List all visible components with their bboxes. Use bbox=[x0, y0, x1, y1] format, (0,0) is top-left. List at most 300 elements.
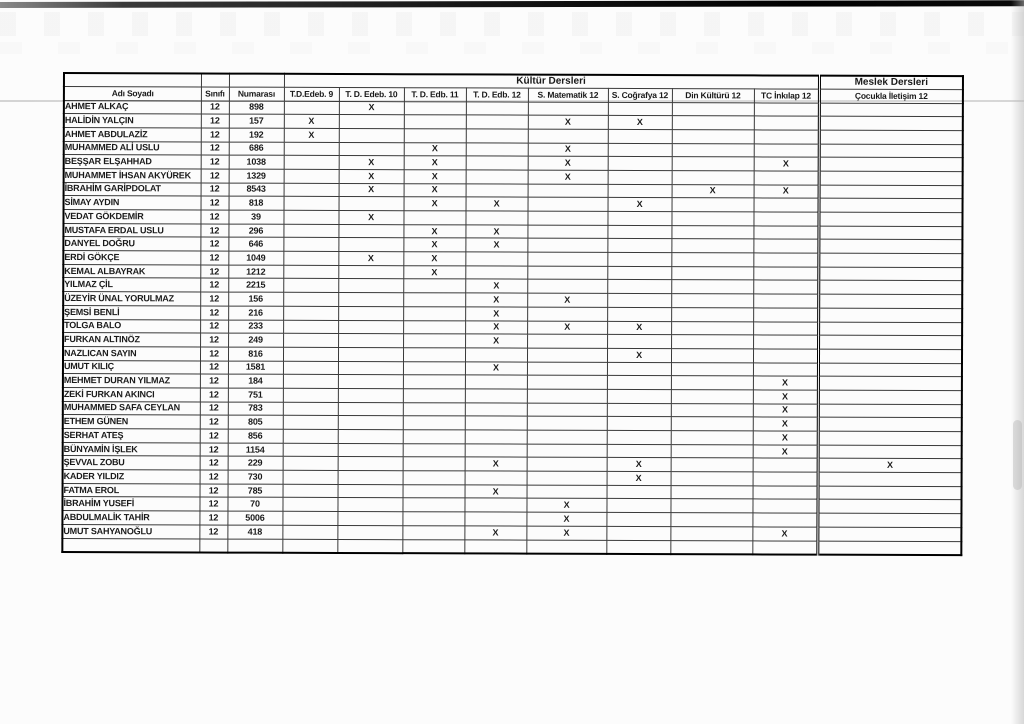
mark-cell: X bbox=[526, 499, 606, 513]
number-cell: 1581 bbox=[228, 361, 283, 375]
mark-cell: X bbox=[284, 114, 339, 128]
number-cell: 39 bbox=[228, 210, 283, 224]
scan-perforation-shadow bbox=[0, 42, 1024, 54]
mark-cell: X bbox=[338, 252, 403, 266]
mark-cell bbox=[403, 375, 465, 389]
number-cell: 5006 bbox=[227, 511, 282, 525]
mark-cell bbox=[671, 280, 753, 294]
number-cell: 1329 bbox=[229, 169, 284, 183]
mark-cell bbox=[818, 322, 962, 336]
number-cell: 70 bbox=[227, 498, 282, 512]
student-name-cell: UMUT KILIÇ bbox=[63, 360, 200, 374]
class-cell: 12 bbox=[200, 415, 228, 429]
mark-cell bbox=[404, 129, 466, 143]
mark-cell bbox=[283, 402, 338, 416]
mark-cell bbox=[607, 335, 671, 349]
number-cell: 730 bbox=[228, 470, 283, 484]
mark-cell bbox=[607, 252, 671, 266]
column-header-td-edb-12: T. D. Edb. 12 bbox=[466, 87, 528, 101]
mark-cell: X bbox=[608, 198, 672, 212]
mark-cell bbox=[404, 101, 466, 115]
number-cell: 216 bbox=[228, 306, 283, 320]
mark-cell bbox=[527, 348, 607, 362]
number-cell: 249 bbox=[228, 333, 283, 347]
mark-cell bbox=[403, 348, 465, 362]
student-name-cell: MUSTAFA ERDAL USLU bbox=[63, 223, 200, 237]
mark-cell bbox=[526, 540, 606, 554]
column-header-cocukla-iletisim-12: Çocukla İletişim 12 bbox=[819, 89, 963, 104]
mark-cell bbox=[818, 376, 962, 390]
mark-cell bbox=[671, 362, 753, 376]
number-cell: 229 bbox=[228, 456, 283, 470]
mark-cell: X bbox=[404, 183, 466, 197]
mark-cell: X bbox=[608, 116, 672, 130]
mark-cell bbox=[283, 279, 338, 293]
mark-cell bbox=[466, 184, 528, 198]
mark-cell bbox=[607, 307, 671, 321]
mark-cell bbox=[671, 417, 753, 431]
number-cell: 1049 bbox=[228, 251, 283, 265]
class-cell: 12 bbox=[200, 470, 228, 484]
mark-cell: X bbox=[607, 321, 671, 335]
mark-cell bbox=[466, 129, 528, 143]
mark-cell bbox=[819, 226, 963, 240]
mark-cell bbox=[527, 280, 607, 294]
mark-cell: X bbox=[607, 458, 671, 472]
student-name-cell: MUHAMMED ALİ USLU bbox=[64, 141, 201, 155]
student-name-cell: BEŞŞAR ELŞAHHAD bbox=[64, 155, 201, 169]
mark-cell bbox=[527, 389, 607, 403]
student-name-cell: İBRAHİM YUSEFİ bbox=[62, 497, 199, 511]
mark-cell bbox=[338, 279, 403, 293]
number-cell: 1212 bbox=[228, 265, 283, 279]
mark-cell bbox=[402, 512, 464, 526]
scan-edge-bar bbox=[0, 0, 1024, 8]
student-name-cell bbox=[62, 538, 199, 552]
column-header-s-matematik-12: S. Matematik 12 bbox=[528, 88, 608, 102]
student-name-cell: UMUT SAHYANOĞLU bbox=[62, 524, 199, 538]
mark-cell bbox=[606, 526, 670, 540]
mark-cell bbox=[465, 252, 527, 266]
mark-cell bbox=[753, 280, 818, 294]
mark-cell bbox=[818, 404, 962, 418]
mark-cell bbox=[339, 142, 404, 156]
column-header-numarasi: Numarası bbox=[229, 87, 284, 101]
number-cell: 233 bbox=[228, 320, 283, 334]
student-name-cell: MEHMET DURAN YILMAZ bbox=[63, 374, 200, 388]
mark-cell bbox=[671, 225, 753, 239]
class-cell: 12 bbox=[200, 292, 228, 306]
student-name-cell: FURKAN ALTINÖZ bbox=[63, 333, 200, 347]
number-cell: 1154 bbox=[228, 443, 283, 457]
student-name-cell: MUHAMMED SAFA CEYLAN bbox=[63, 401, 200, 415]
student-name-cell: ŞEMSİ BENLİ bbox=[63, 305, 200, 319]
mark-cell bbox=[819, 185, 963, 199]
mark-cell bbox=[754, 171, 819, 185]
mark-cell bbox=[403, 293, 465, 307]
mark-cell bbox=[818, 390, 962, 404]
mark-cell bbox=[608, 170, 672, 184]
mark-cell: X bbox=[284, 128, 339, 142]
mark-cell bbox=[283, 484, 338, 498]
student-name-cell: KEMAL ALBAYRAK bbox=[63, 264, 200, 278]
mark-cell bbox=[527, 238, 607, 252]
student-name-cell: BÜNYAMİN İŞLEK bbox=[63, 442, 200, 456]
column-header-din-kulturu-12: Din Kültürü 12 bbox=[672, 88, 754, 102]
mark-cell bbox=[465, 430, 527, 444]
mark-cell bbox=[403, 334, 465, 348]
student-name-cell: VEDAT GÖKDEMİR bbox=[63, 210, 200, 224]
class-cell: 12 bbox=[201, 114, 229, 128]
mark-cell bbox=[466, 142, 528, 156]
mark-cell bbox=[282, 539, 337, 553]
class-cell: 12 bbox=[200, 456, 228, 470]
scan-right-shading bbox=[1011, 0, 1024, 724]
student-name-cell: YILMAZ ÇİL bbox=[63, 278, 200, 292]
class-cell: 12 bbox=[200, 388, 228, 402]
number-cell: 1038 bbox=[229, 155, 284, 169]
mark-cell: X bbox=[754, 157, 819, 171]
number-cell: 192 bbox=[229, 128, 284, 142]
mark-cell bbox=[403, 279, 465, 293]
mark-cell bbox=[338, 361, 403, 375]
class-cell: 12 bbox=[200, 265, 228, 279]
mark-cell bbox=[607, 376, 671, 390]
mark-cell bbox=[671, 444, 753, 458]
mark-cell bbox=[403, 320, 465, 334]
mark-cell bbox=[670, 513, 752, 527]
mark-cell: X bbox=[339, 169, 404, 183]
mark-cell bbox=[284, 142, 339, 156]
mark-cell bbox=[464, 539, 526, 553]
student-name-cell: ŞEVVAL ZOBU bbox=[63, 456, 200, 470]
class-cell: 12 bbox=[200, 484, 228, 498]
mark-cell bbox=[337, 498, 402, 512]
column-header-td-edeb-10: T. D. Edeb. 10 bbox=[339, 87, 404, 101]
student-name-cell: SERHAT ATEŞ bbox=[63, 429, 200, 443]
mark-cell bbox=[753, 321, 818, 335]
mark-cell bbox=[671, 335, 753, 349]
mark-cell bbox=[753, 239, 818, 253]
mark-cell bbox=[338, 238, 403, 252]
mark-cell bbox=[607, 444, 671, 458]
mark-cell bbox=[818, 431, 962, 445]
student-name-cell: HALİDİN YALÇIN bbox=[64, 114, 201, 128]
mark-cell bbox=[527, 362, 607, 376]
mark-cell bbox=[754, 116, 819, 130]
mark-cell bbox=[818, 308, 962, 322]
mark-cell: X bbox=[607, 471, 671, 485]
mark-cell bbox=[403, 457, 465, 471]
mark-cell bbox=[818, 513, 962, 527]
class-cell: 12 bbox=[201, 196, 229, 210]
scan-smudge bbox=[1013, 420, 1022, 490]
mark-cell bbox=[527, 252, 607, 266]
column-header-td-edb-11: T. D. Edb. 11 bbox=[404, 87, 466, 101]
class-cell: 12 bbox=[201, 100, 229, 114]
mark-cell: X bbox=[339, 183, 404, 197]
mark-cell bbox=[338, 429, 403, 443]
class-cell: 12 bbox=[200, 374, 228, 388]
class-cell: 12 bbox=[199, 497, 227, 511]
student-name-cell: TOLGA BALO bbox=[63, 319, 200, 333]
mark-cell bbox=[284, 197, 339, 211]
student-name-cell: ETHEM GÜNEN bbox=[63, 415, 200, 429]
mark-cell bbox=[819, 157, 963, 171]
mark-cell bbox=[465, 416, 527, 430]
class-cell: 12 bbox=[199, 525, 227, 539]
mark-cell bbox=[466, 101, 528, 115]
mark-cell bbox=[338, 375, 403, 389]
mark-cell bbox=[818, 294, 962, 308]
mark-cell bbox=[819, 144, 963, 158]
mark-cell bbox=[671, 403, 753, 417]
class-cell: 12 bbox=[200, 402, 228, 416]
mark-cell bbox=[283, 265, 338, 279]
mark-cell bbox=[753, 362, 818, 376]
mark-cell bbox=[606, 513, 670, 527]
class-cell: 12 bbox=[200, 429, 228, 443]
mark-cell bbox=[608, 184, 672, 198]
mark-cell bbox=[672, 143, 754, 157]
mark-cell bbox=[607, 485, 671, 499]
mark-cell bbox=[608, 157, 672, 171]
mark-cell bbox=[338, 471, 403, 485]
mark-cell bbox=[528, 129, 608, 143]
mark-cell bbox=[819, 103, 963, 117]
mark-cell: X bbox=[672, 184, 754, 198]
mark-cell bbox=[672, 102, 754, 116]
mark-cell bbox=[284, 101, 339, 115]
mark-cell: X bbox=[465, 307, 527, 321]
column-header-tc-inkilap-12: TC İnkılap 12 bbox=[754, 88, 819, 102]
mark-cell bbox=[337, 525, 402, 539]
class-cell: 12 bbox=[200, 347, 228, 361]
mark-cell bbox=[338, 402, 403, 416]
mark-cell bbox=[282, 498, 337, 512]
student-name-cell: SİMAY AYDIN bbox=[64, 196, 201, 210]
mark-cell bbox=[465, 389, 527, 403]
number-cell: 805 bbox=[228, 415, 283, 429]
mark-cell bbox=[466, 115, 528, 129]
mark-cell bbox=[282, 511, 337, 525]
mark-cell bbox=[283, 238, 338, 252]
mark-cell: X bbox=[465, 361, 527, 375]
header-group-meslek-dersleri: Meslek Dersleri bbox=[819, 76, 963, 90]
mark-cell bbox=[672, 157, 754, 171]
mark-cell bbox=[818, 253, 962, 267]
mark-cell bbox=[607, 362, 671, 376]
mark-cell bbox=[752, 513, 817, 527]
mark-cell bbox=[607, 280, 671, 294]
class-cell: 12 bbox=[201, 142, 229, 156]
mark-cell bbox=[753, 486, 818, 500]
student-table-body bbox=[62, 100, 963, 555]
class-cell: 12 bbox=[200, 333, 228, 347]
mark-cell bbox=[403, 361, 465, 375]
mark-cell bbox=[607, 239, 671, 253]
number-cell: 184 bbox=[228, 374, 283, 388]
class-cell: 12 bbox=[200, 319, 228, 333]
mark-cell bbox=[338, 224, 403, 238]
mark-cell bbox=[754, 130, 819, 144]
mark-cell: X bbox=[465, 279, 527, 293]
mark-cell bbox=[528, 102, 608, 116]
mark-cell bbox=[283, 210, 338, 224]
class-cell: 12 bbox=[200, 443, 228, 457]
mark-cell bbox=[819, 171, 963, 185]
mark-cell bbox=[465, 266, 527, 280]
mark-cell bbox=[338, 388, 403, 402]
mark-cell bbox=[465, 348, 527, 362]
student-name-cell: ÜZEYİR ÜNAL YORULMAZ bbox=[63, 292, 200, 306]
mark-cell bbox=[753, 226, 818, 240]
mark-cell bbox=[753, 349, 818, 363]
number-cell: 646 bbox=[228, 237, 283, 251]
mark-cell: X bbox=[528, 115, 608, 129]
class-cell: 12 bbox=[201, 183, 229, 197]
mark-cell bbox=[819, 198, 963, 212]
mark-cell bbox=[606, 499, 670, 513]
class-cell: 12 bbox=[200, 237, 228, 251]
mark-cell bbox=[338, 416, 403, 430]
mark-cell bbox=[466, 170, 528, 184]
mark-cell bbox=[338, 457, 403, 471]
column-header-s-cografya-12: S. Coğrafya 12 bbox=[608, 88, 672, 102]
mark-cell bbox=[818, 349, 962, 363]
header-group-spacer-class bbox=[201, 73, 229, 86]
mark-cell bbox=[283, 292, 338, 306]
number-cell: 751 bbox=[228, 388, 283, 402]
mark-cell: X bbox=[754, 185, 819, 199]
mark-cell bbox=[283, 388, 338, 402]
mark-cell bbox=[527, 225, 607, 239]
number-cell: 296 bbox=[228, 224, 283, 238]
header-group-spacer-name bbox=[64, 73, 201, 86]
mark-cell bbox=[527, 334, 607, 348]
mark-cell bbox=[527, 444, 607, 458]
mark-cell bbox=[818, 500, 962, 514]
mark-cell bbox=[671, 376, 753, 390]
mark-cell bbox=[283, 224, 338, 238]
mark-cell bbox=[465, 211, 527, 225]
mark-cell bbox=[607, 266, 671, 280]
class-cell: 12 bbox=[201, 169, 229, 183]
number-cell: 898 bbox=[229, 101, 284, 115]
number-cell: 8543 bbox=[229, 183, 284, 197]
class-cell: 12 bbox=[201, 155, 229, 169]
mark-cell: X bbox=[404, 170, 466, 184]
mark-cell bbox=[403, 211, 465, 225]
mark-cell bbox=[283, 457, 338, 471]
mark-cell: X bbox=[403, 238, 465, 252]
header-group-spacer-number bbox=[229, 74, 284, 87]
mark-cell bbox=[283, 347, 338, 361]
mark-cell bbox=[527, 375, 607, 389]
mark-cell bbox=[607, 403, 671, 417]
student-name-cell: MUHAMMET İHSAN AKYÜREK bbox=[64, 168, 201, 182]
number-cell: 2215 bbox=[228, 279, 283, 293]
mark-cell bbox=[527, 307, 607, 321]
number-cell: 686 bbox=[229, 142, 284, 156]
mark-cell bbox=[337, 512, 402, 526]
mark-cell bbox=[402, 526, 464, 540]
mark-cell bbox=[404, 115, 466, 129]
mark-cell: X bbox=[753, 404, 818, 418]
scan-perforation-shadow bbox=[0, 12, 1024, 36]
mark-cell bbox=[608, 143, 672, 157]
mark-cell bbox=[284, 169, 339, 183]
mark-cell bbox=[606, 540, 670, 554]
mark-cell bbox=[818, 417, 962, 431]
mark-cell: X bbox=[753, 445, 818, 459]
mark-cell bbox=[753, 472, 818, 486]
mark-cell bbox=[754, 143, 819, 157]
mark-cell bbox=[464, 512, 526, 526]
number-cell: 785 bbox=[228, 484, 283, 498]
student-name-cell: AHMET ABDULAZİZ bbox=[64, 127, 201, 141]
class-cell bbox=[199, 538, 227, 552]
mark-cell bbox=[527, 485, 607, 499]
mark-cell: X bbox=[753, 390, 818, 404]
mark-cell bbox=[817, 527, 961, 541]
mark-cell: X bbox=[465, 334, 527, 348]
mark-cell bbox=[753, 294, 818, 308]
mark-cell bbox=[671, 294, 753, 308]
mark-cell bbox=[607, 294, 671, 308]
mark-cell bbox=[403, 443, 465, 457]
mark-cell bbox=[818, 335, 962, 349]
mark-cell bbox=[283, 306, 338, 320]
mark-cell bbox=[339, 197, 404, 211]
mark-cell bbox=[403, 402, 465, 416]
student-name-cell: ERDİ GÖKÇE bbox=[63, 251, 200, 265]
mark-cell bbox=[672, 198, 754, 212]
number-cell: 856 bbox=[228, 429, 283, 443]
mark-cell bbox=[402, 539, 464, 553]
mark-cell bbox=[466, 156, 528, 170]
mark-cell: X bbox=[818, 459, 962, 473]
mark-cell: X bbox=[753, 431, 818, 445]
mark-cell: X bbox=[404, 142, 466, 156]
mark-cell bbox=[403, 416, 465, 430]
mark-cell bbox=[818, 486, 962, 500]
mark-cell bbox=[338, 334, 403, 348]
mark-cell: X bbox=[607, 348, 671, 362]
student-name-cell: DANYEL DOĞRU bbox=[63, 237, 200, 251]
mark-cell bbox=[338, 443, 403, 457]
mark-cell bbox=[283, 320, 338, 334]
mark-cell bbox=[339, 115, 404, 129]
mark-cell bbox=[671, 321, 753, 335]
mark-cell bbox=[672, 130, 754, 144]
mark-cell bbox=[284, 156, 339, 170]
mark-cell: X bbox=[339, 101, 404, 115]
header-group-kultur-dersleri: Kültür Dersleri bbox=[284, 74, 819, 89]
mark-cell bbox=[671, 212, 753, 226]
mark-cell bbox=[670, 526, 752, 540]
mark-cell bbox=[753, 335, 818, 349]
class-cell: 12 bbox=[199, 511, 227, 525]
mark-cell: X bbox=[465, 293, 527, 307]
mark-cell bbox=[817, 541, 961, 555]
mark-cell bbox=[402, 498, 464, 512]
mark-cell bbox=[403, 484, 465, 498]
mark-cell bbox=[403, 430, 465, 444]
mark-cell bbox=[527, 266, 607, 280]
mark-cell bbox=[671, 348, 753, 362]
mark-cell: X bbox=[403, 265, 465, 279]
